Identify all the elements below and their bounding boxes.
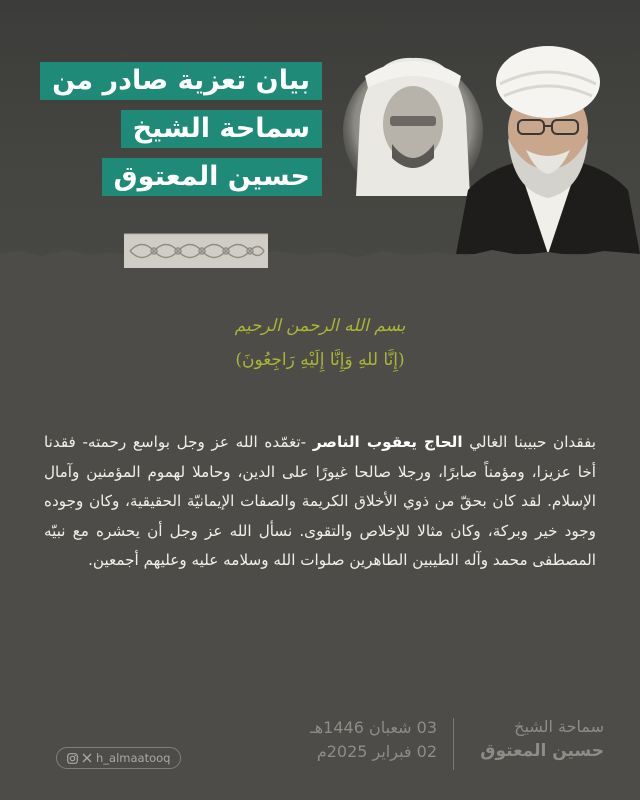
condolence-body [44,428,596,576]
title-line-1: بيان تعزية صادر من [40,62,322,100]
basmala: بسم الله الرحمن الرحيم [234,316,406,336]
instagram-icon [67,753,78,764]
decorative-ornament [124,230,268,272]
signature-name: حسين المعتوق [480,741,604,761]
torn-paper-edge [0,240,640,270]
signature [480,716,604,764]
title-line-3: حسين المعتوق [102,158,322,196]
quran-verse: (إِنَّا للهِ وَإِنَّا إِلَيْهِ رَاجِعُونَ) [235,350,405,370]
portrait-cleric-photo [456,40,640,254]
date-block [310,716,437,764]
signature-title: سماحة الشيخ [514,717,604,736]
date-gregorian: 02 فبراير 2025م [316,742,437,761]
footer-divider [453,718,454,770]
deceased-name: الحاج يعقوب الناصر [312,433,463,451]
x-icon [82,753,92,763]
body-text: -تغمّده الله عز وجل بواسع رحمته- فقدنا أخا عزيزا، ومؤمناً صابرًا، ورجلا صالحا غيورًا على الدين، وحاملا لهموم المؤمنين وآمال الإسلام. لقد كان بحقّ من ذوي الأخلاق الكريمة والصفات الإيمانيّة الحقيقية، وكان وجوده وجود خير وبركة، وكان مثالا للإخلاص والتقوى. نسأل الله عز وجل أن يحشره مع نبيّه المصطفى محمد وآله الطيبين الطاهرين صلوات الله وسلامه عليه وعليهم أجمعين. [44,433,596,569]
date-hijri: 03 شعبان 1446هـ [310,718,437,737]
social-handle: h_almaatooq [96,751,171,765]
social-handle-pill[interactable] [56,747,181,769]
title-line-2: سماحة الشيخ [121,110,322,148]
body-intro: بفقدان حبيبنا الغالي [462,433,596,451]
